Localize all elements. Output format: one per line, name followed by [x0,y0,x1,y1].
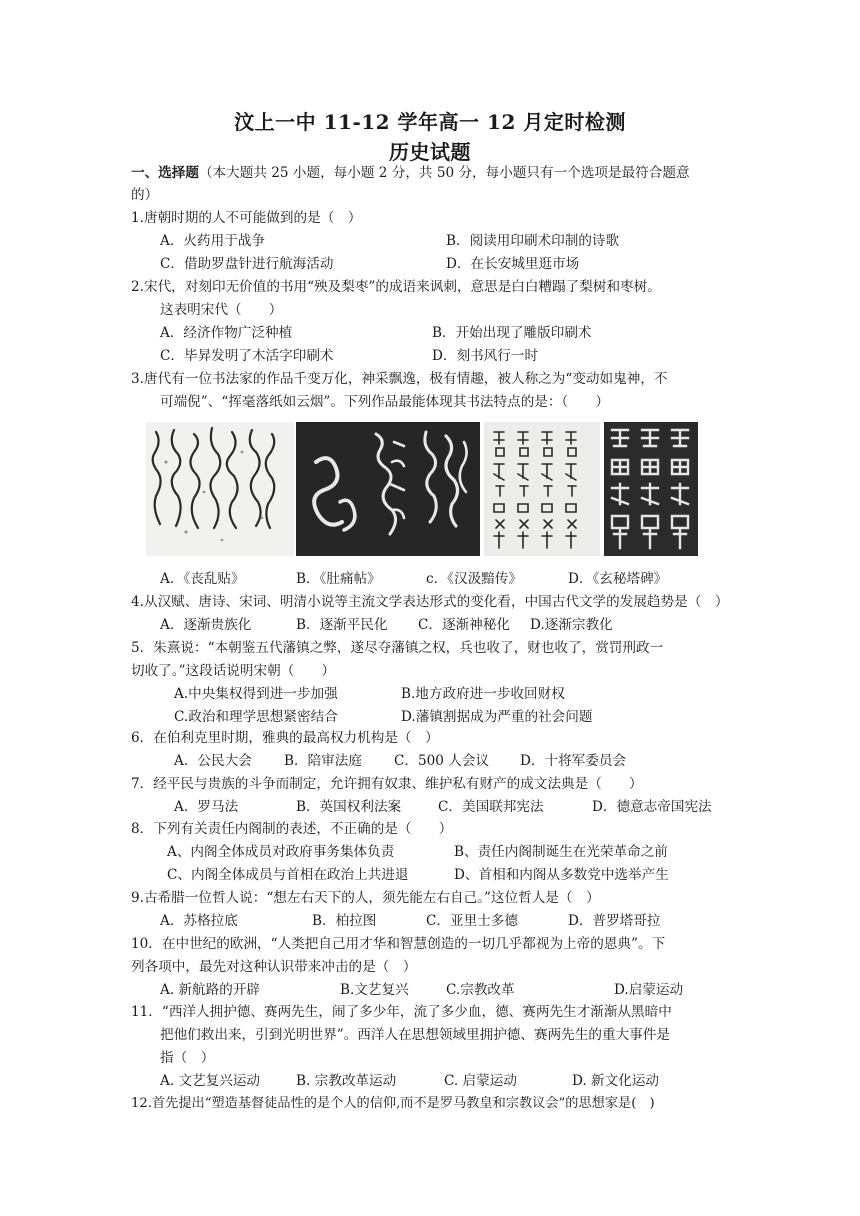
q1-option-c: C．借助罗盘针进行航海活动 [160,256,334,272]
question-7-stem: 7．经平民与贵族的斗争而制定，允许拥有奴隶、维护私有财产的成文法典是（ ） [131,776,643,792]
q6-option-d: D．十将军委员会 [520,753,627,769]
q8-option-a: A、内阁全体成员对政府事务集体负责 [167,844,395,860]
q7-option-d: D．德意志帝国宪法 [592,799,712,815]
q2-option-d: D．刻书风行一时 [432,348,539,364]
q5-option-a: A.中央集权得到进一步加强 [174,686,338,702]
q10-option-c: C.宗教改革 [446,982,515,998]
q6-option-c: C．500 人会议 [394,753,490,769]
question-11-stem-cont-2: 指（ ） [160,1050,215,1066]
q3-option-c: c．《汉汲黯传》 [426,571,522,587]
q2-option-b: B．开始出现了雕版印刷术 [432,325,592,341]
q2-option-a: A．经济作物广泛种植 [160,325,293,341]
q11-option-b: B. 宗教改革运动 [296,1073,397,1089]
question-2-stem-cont: 这表明宋代（ ） [160,302,283,318]
question-3-stem-cont: 可端倪”、“挥毫落纸如云烟”。下列作品最能体现其书法特点的是：（ ） [160,394,610,410]
q10-option-d: D.启蒙运动 [614,982,684,998]
question-8-stem: 8．下列有关责任内阁制的表述，不正确的是（ ） [131,821,453,837]
q9-option-c: C．亚里士多德 [426,913,518,929]
calligraphy-image-c [484,422,600,556]
q6-option-b: B．陪审法庭 [284,753,362,769]
calligraphy-image-d [604,422,698,556]
q1-option-d: D．在长安城里逛市场 [446,256,580,272]
calligraphy-images [146,422,698,560]
q6-option-a: A．公民大会 [174,753,252,769]
q11-option-d: D. 新文化运动 [572,1073,660,1089]
question-11-stem-cont: 把他们救出来，引到光明世界”。西洋人在思想领域里拥护德、赛两先生的重大事件是 [160,1027,670,1043]
section-desc: （本大题共 25 小题，每小题 2 分，共 50 分，每小题只有一个选项是最符合题意 [198,165,690,181]
question-5-stem-cont: 切收了。”这段话说明宋朝（ ） [131,663,336,679]
q3-option-d: D．《玄秘塔碑》 [568,571,668,587]
q8-option-d: D、首相和内阁从多数党中选举产生 [454,867,669,883]
section-label: 一、选择题 [131,165,199,181]
q10-option-b: B.文艺复兴 [340,982,409,998]
q7-option-b: B．英国权利法案 [296,799,402,815]
question-5-stem: 5．朱熹说：“本朝鉴五代藩镇之弊，遂尽夺藩镇之权，兵也收了，财也收了，赏罚刑政一 [131,640,664,656]
q4-option-a: A．逐渐贵族化 [160,617,252,633]
q5-option-c: C.政治和理学思想紧密结合 [174,709,338,725]
question-9-stem: 9.古希腊一位哲人说：“想左右天下的人，须先能左右自己。”这位哲人是（ ） [131,890,600,906]
q3-option-b: B．《肚痛帖》 [296,571,381,587]
q4-option-c: C．逐渐神秘化 [418,617,510,633]
question-3-stem: 3.唐代有一位书法家的作品千变万化，神采飘逸，极有情趣，被人称之为“变动如鬼神，不 [131,371,668,387]
calligraphy-image-b [296,422,480,556]
q9-option-d: D．普罗塔哥拉 [568,913,661,929]
q11-option-c: C. 启蒙运动 [444,1073,517,1089]
q10-option-a: A. 新航路的开辟 [160,982,261,998]
exam-subtitle: 历史试题 [389,140,471,164]
q1-option-b: B．阅读用印刷术印制的诗歌 [446,233,620,249]
q2-option-c: C．毕昇发明了木活字印刷术 [160,348,334,364]
q3-option-a: A．《丧乱贴》 [160,571,245,587]
q7-option-a: A．罗马法 [174,799,239,815]
q4-option-b: B．逐渐平民化 [296,617,388,633]
q5-option-d: D.藩镇割据成为严重的社会问题 [401,709,593,725]
question-4-stem: 4.从汉赋、唐诗、宋词、明清小说等主流文学表达形式的变化看，中国古代文学的发展趋势是（ ） [131,594,729,610]
q4-option-d: D.逐渐宗教化 [530,617,613,633]
exam-title: 汶上一中 11-12 学年高一 12 月定时检测 [234,110,626,134]
question-6-stem: 6．在伯利克里时期，雅典的最高权力机构是（ ） [131,730,439,746]
q9-option-a: A．苏格拉底 [160,913,238,929]
question-11-stem: 11．“西洋人拥护德、赛两先生，闹了多少年，流了多少血，德、赛两先生才渐渐从黑暗中 [131,1004,672,1020]
question-1-stem: 1.唐朝时期的人不可能做到的是（ ） [131,210,362,226]
question-10-stem-cont: 列各项中，最先对这种认识带来冲击的是（ ） [131,959,417,975]
question-12-stem: 12.首先提出“塑造基督徒品性的是个人的信仰,而不是罗马教皇和宗教议会”的思想家是( ) [131,1096,655,1111]
section-desc-cont: 的） [131,187,159,203]
q5-option-b: B.地方政府进一步收回财权 [401,686,565,702]
question-10-stem: 10．在中世纪的欧洲，“人类把自己用才华和智慧创造的一切几乎都视为上帝的恩典”。下 [131,936,666,952]
q8-option-b: B、责任内阁制诞生在光荣革命之前 [454,844,668,860]
q9-option-b: B．柏拉图 [312,913,377,929]
q8-option-c: C、内阁全体成员与首相在政治上共进退 [167,867,409,883]
q11-option-a: A. 文艺复兴运动 [160,1073,261,1089]
question-2-stem: 2.宋代，对刻印无价值的书用“殃及梨枣”的成语来讽刺，意思是白白糟蹋了梨树和枣树。 [131,279,661,295]
q7-option-c: C．美国联邦宪法 [438,799,544,815]
calligraphy-image-a [146,422,294,556]
section-header [131,164,690,182]
q1-option-a: A．火药用于战争 [160,233,265,249]
